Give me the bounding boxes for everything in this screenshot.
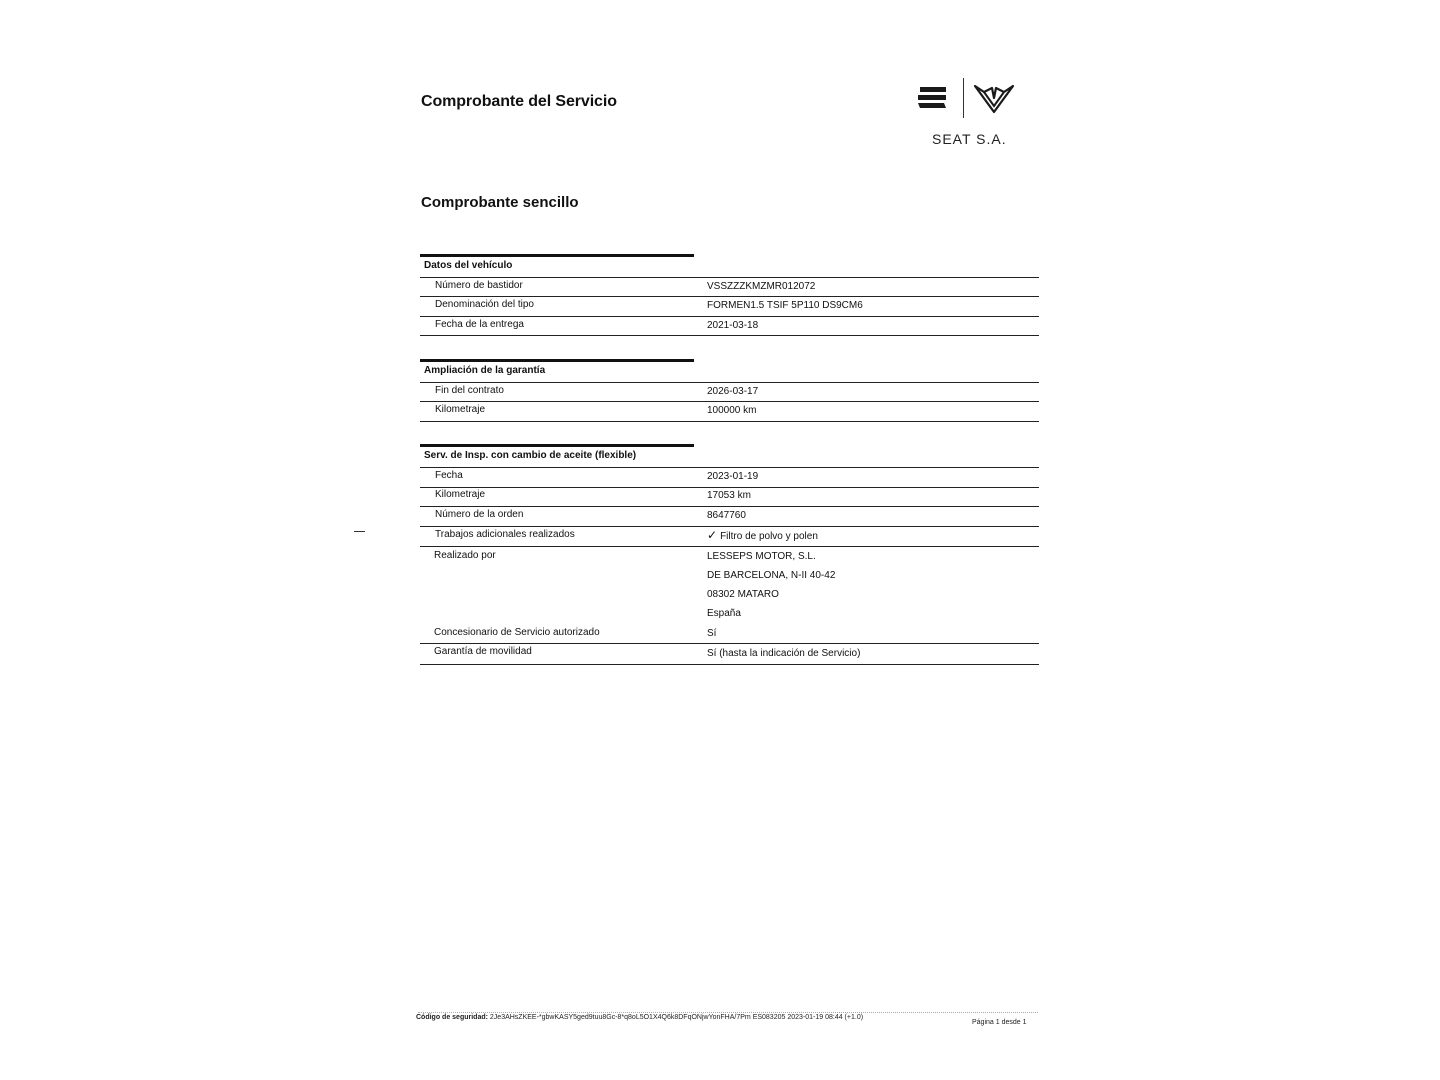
row-value-text: Filtro de polvo y polen xyxy=(720,531,818,542)
section-heading-service: Serv. de Insp. con cambio de aceite (flexible) xyxy=(424,450,637,461)
dealer-code: ES083205 xyxy=(752,1014,786,1021)
row-label: Kilometraje xyxy=(435,489,486,500)
divider xyxy=(420,421,1039,422)
row-value: 17053 km xyxy=(707,490,751,501)
row-value: 100000 km xyxy=(707,405,757,416)
footer-security xyxy=(416,1014,863,1021)
row-value: 8647760 xyxy=(707,510,746,521)
divider xyxy=(420,487,1039,488)
row-label: Fecha de la entrega xyxy=(435,319,524,330)
logo-divider xyxy=(963,78,964,118)
scan-mark xyxy=(354,531,365,532)
section-bar-vehicle xyxy=(420,254,694,257)
security-code: 2Je3AHsZKEE-*gbwKASY5ged9tuu8Gc-8*q8oL5O1X4Q6k8DFqONjwYonFHA/7Pm xyxy=(489,1014,751,1021)
divider xyxy=(420,277,1039,278)
row-label: Concesionario de Servicio autorizado xyxy=(434,627,600,638)
divider xyxy=(420,467,1039,468)
section-bar-service xyxy=(420,444,694,447)
divider xyxy=(420,335,1039,336)
row-value: VSSZZZKMZMR012072 xyxy=(707,281,816,292)
footer-timestamp: 2023-01-19 08:44 (+1.0) xyxy=(787,1014,864,1021)
footer-rule xyxy=(418,1012,1038,1013)
row-label: Kilometraje xyxy=(435,404,486,415)
row-label: Fin del contrato xyxy=(435,385,504,396)
row-label: Garantía de movilidad xyxy=(434,646,532,657)
row-label: Fecha xyxy=(435,470,463,481)
divider xyxy=(420,401,1039,402)
address-line: DE BARCELONA, N-II 40-42 xyxy=(707,570,836,581)
cupra-logo-icon xyxy=(974,82,1014,119)
address-line: 08302 MATARO xyxy=(707,589,779,600)
row-label: Trabajos adicionales realizados xyxy=(435,529,575,540)
section-heading-warranty: Ampliación de la garantía xyxy=(424,365,546,376)
security-label: Código de seguridad: xyxy=(416,1014,488,1021)
divider xyxy=(420,316,1039,317)
row-value: 2026-03-17 xyxy=(707,386,759,397)
row-value: Sí xyxy=(707,628,717,639)
divider xyxy=(420,643,1039,644)
address-line: LESSEPS MOTOR, S.L. xyxy=(707,551,816,562)
divider xyxy=(420,506,1039,507)
seat-logo-icon xyxy=(916,85,948,116)
divider xyxy=(420,296,1039,297)
address-line: España xyxy=(707,608,741,619)
divider xyxy=(420,664,1039,665)
row-label: Número de bastidor xyxy=(435,280,523,291)
row-value-with-check xyxy=(707,528,818,542)
row-value: Sí (hasta la indicación de Servicio) xyxy=(707,648,861,659)
page-title: Comprobante del Servicio xyxy=(421,93,617,110)
section-bar-warranty xyxy=(420,359,694,362)
divider xyxy=(420,382,1039,383)
row-label: Realizado por xyxy=(434,550,496,561)
divider xyxy=(420,526,1039,527)
page-number: Página 1 desde 1 xyxy=(972,1019,1027,1026)
brand-name: SEAT S.A. xyxy=(932,131,1007,147)
document-subtitle: Comprobante sencillo xyxy=(421,194,579,211)
row-value: 2021-03-18 xyxy=(707,320,759,331)
divider xyxy=(420,546,1039,547)
row-value: 2023-01-19 xyxy=(707,471,759,482)
section-heading-vehicle: Datos del vehículo xyxy=(424,260,513,271)
row-label: Número de la orden xyxy=(435,509,524,520)
check-icon: ✓ xyxy=(707,528,718,542)
row-label: Denominación del tipo xyxy=(435,299,534,310)
row-value: FORMEN1.5 TSIF 5P110 DS9CM6 xyxy=(707,300,863,311)
